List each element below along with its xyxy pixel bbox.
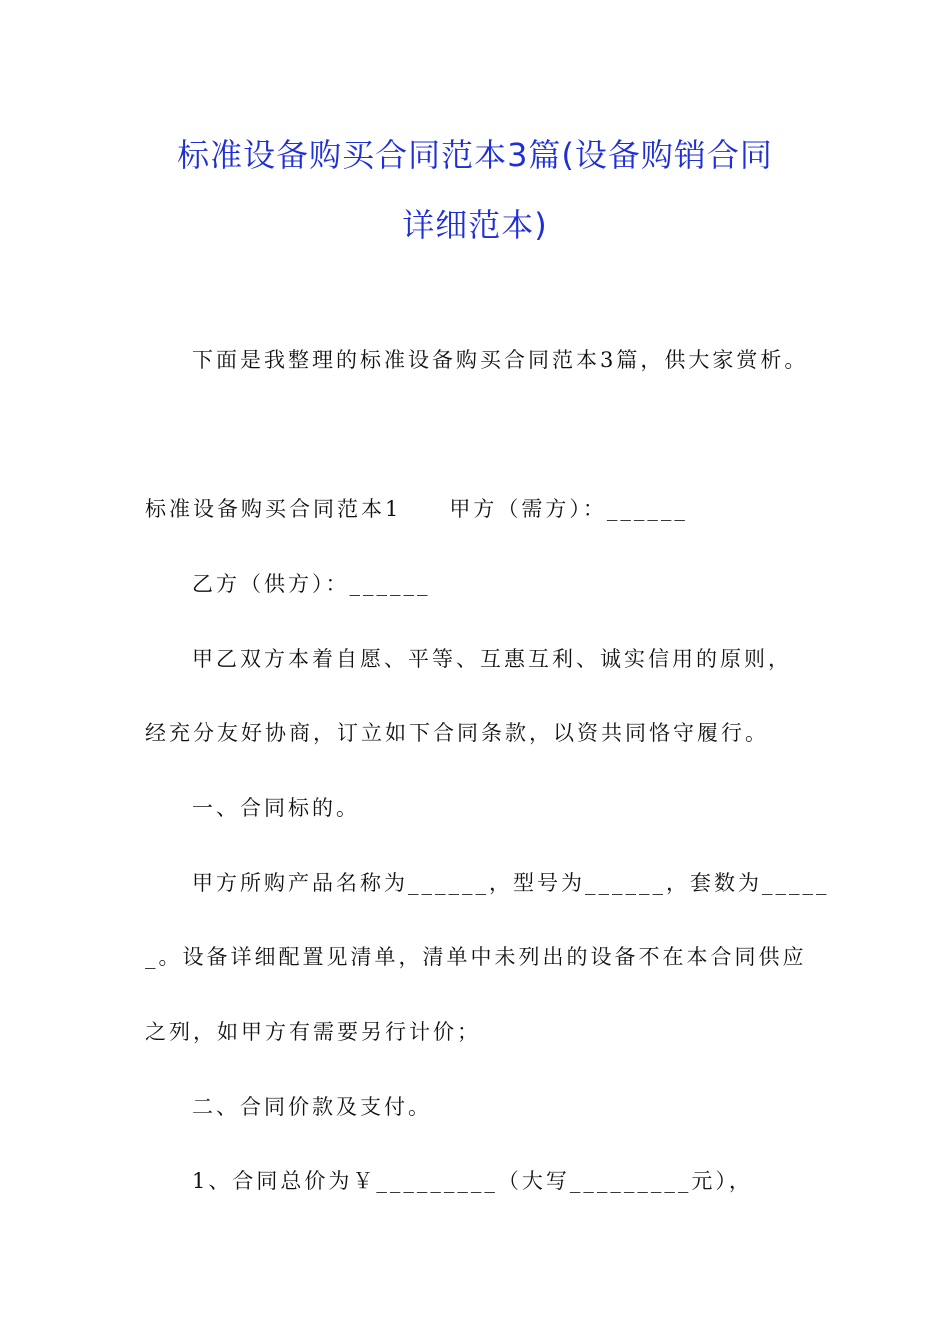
section-1-line-2: _。设备详细配置见清单，清单中未列出的设备不在本合同供应 <box>145 945 807 969</box>
principle-line-1: 甲乙双方本着自愿、平等、互惠互利、诚实信用的原则， <box>192 647 792 671</box>
party-b-line: 乙方（供方）：______ <box>192 572 431 596</box>
section-2-heading: 二、合同价款及支付。 <box>192 1095 432 1119</box>
contract-heading-party-a: 标准设备购买合同范本1 甲方（需方）：______ <box>145 497 688 521</box>
section-2-item-1: 1、合同总价为￥_________（大写_________元）， <box>192 1169 753 1193</box>
section-1-line-1: 甲方所购产品名称为______，型号为______，套数为_____ <box>192 871 830 895</box>
intro-paragraph: 下面是我整理的标准设备购买合同范本3篇，供大家赏析。 <box>192 348 809 372</box>
document-title-line-2: 详细范本) <box>402 206 548 244</box>
principle-line-2: 经充分友好协商，订立如下合同条款，以资共同恪守履行。 <box>145 721 769 745</box>
document-title-line-1: 标准设备购买合同范本3篇(设备购销合同 <box>177 136 773 174</box>
section-1-line-3: 之列，如甲方有需要另行计价； <box>145 1020 481 1044</box>
section-1-heading: 一、合同标的。 <box>192 796 360 820</box>
